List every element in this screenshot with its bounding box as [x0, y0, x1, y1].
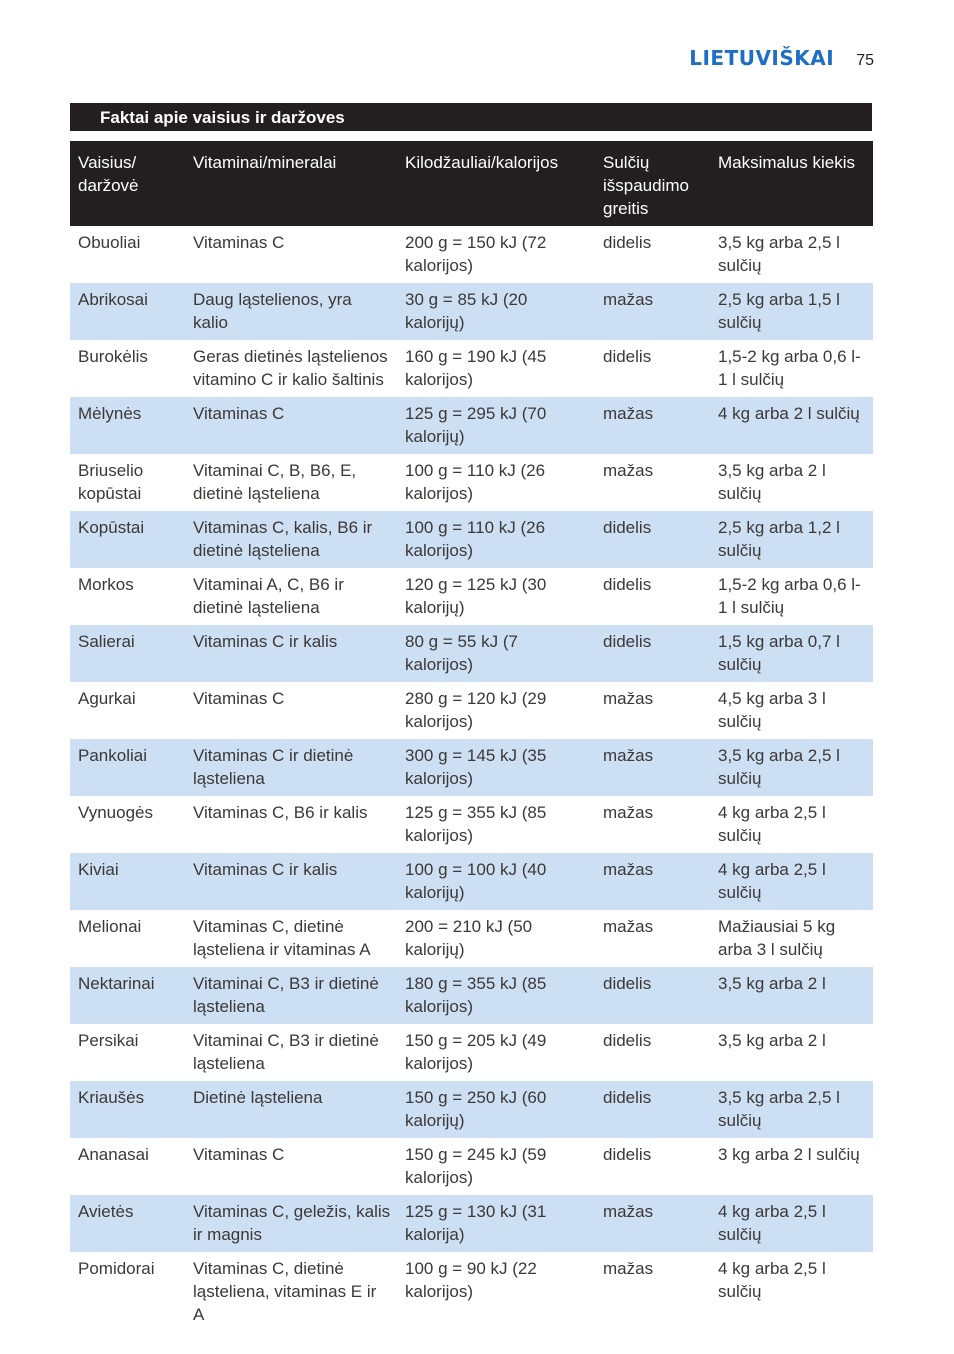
cell-calories: 80 g = 55 kJ (7 kalorijos) [397, 625, 595, 682]
table-row [70, 397, 873, 454]
cell-calories: 100 g = 110 kJ (26 kalorijos) [405, 461, 546, 503]
cell-juicing-speed: didelis [595, 625, 710, 682]
table-row [70, 283, 873, 340]
cell-calories: 300 g = 145 kJ (35 kalorijos) [397, 739, 595, 796]
table-body [70, 226, 873, 1326]
cell-vitamins: Vitaminas C, B6 ir kalis [193, 803, 368, 822]
cell-juicing-speed: didelis [603, 233, 652, 252]
cell-juicing-speed: didelis [603, 1145, 652, 1164]
cell-vitamins: Vitaminas C, kalis, B6 ir dietinė ląsteliena [185, 511, 397, 568]
cell-calories: 125 g = 295 kJ (70 kalorijų) [397, 397, 595, 454]
cell-calories: 125 g = 355 kJ (85 kalorijos) [405, 803, 547, 845]
cell-juicing-speed: mažas [603, 803, 654, 822]
table-row [70, 454, 873, 511]
fruit-vegetable-table [70, 141, 873, 1326]
table-row [70, 1138, 873, 1195]
cell-max-amount: 3,5 kg arba 2,5 l sulčių [710, 739, 873, 796]
table-row [70, 739, 873, 796]
cell-max-amount: 2,5 kg arba 1,5 l sulčių [710, 283, 873, 340]
cell-juicing-speed: didelis [603, 575, 652, 594]
cell-calories: 200 = 210 kJ (50 kalorijų) [405, 917, 533, 959]
cell-vitamins: Vitaminas C, geležis, kalis ir magnis [185, 1195, 397, 1252]
cell-juicing-speed: mažas [603, 689, 654, 708]
table-row [70, 796, 873, 853]
cell-vitamins: Vitaminas C, dietinė ląsteliena ir vitaminas A [193, 917, 371, 959]
page-header [689, 46, 874, 70]
column-header-fruit: Vaisius/ daržovė [70, 141, 185, 226]
cell-juicing-speed: mažas [595, 739, 710, 796]
cell-juicing-speed: didelis [595, 967, 710, 1024]
cell-calories: 125 g = 130 kJ (31 kalorija) [397, 1195, 595, 1252]
cell-fruit: Pankoliai [70, 739, 185, 796]
cell-juicing-speed: mažas [603, 461, 654, 480]
cell-calories: 150 g = 205 kJ (49 kalorijos) [405, 1031, 547, 1073]
cell-max-amount: 3 kg arba 2 l sulčių [718, 1145, 860, 1164]
cell-calories: 100 g = 90 kJ (22 kalorijos) [405, 1259, 537, 1301]
table-row [70, 853, 873, 910]
cell-max-amount: 4 kg arba 2,5 l sulčių [718, 803, 826, 845]
table-row [70, 910, 873, 967]
cell-calories: 150 g = 250 kJ (60 kalorijų) [397, 1081, 595, 1138]
cell-vitamins: Vitaminai C, B, B6, E, dietinė ląsteliena [193, 461, 357, 503]
cell-fruit: Persikai [78, 1031, 139, 1050]
cell-juicing-speed: mažas [603, 917, 654, 936]
cell-juicing-speed: mažas [595, 853, 710, 910]
table-row [70, 1252, 873, 1326]
cell-max-amount: 4 kg arba 2 l sulčių [710, 397, 873, 454]
cell-vitamins: Daug ląstelienos, yra kalio [185, 283, 397, 340]
cell-fruit: Nektarinai [70, 967, 185, 1024]
cell-fruit: Kopūstai [70, 511, 185, 568]
table-row [70, 967, 873, 1024]
cell-juicing-speed: didelis [603, 1031, 652, 1050]
cell-max-amount: 3,5 kg arba 2 l sulčių [718, 461, 826, 503]
column-header-vitamins: Vitaminai/mineralai [185, 141, 397, 226]
cell-calories: 280 g = 120 kJ (29 kalorijos) [405, 689, 547, 731]
cell-fruit: Salierai [70, 625, 185, 682]
cell-max-amount: 1,5-2 kg arba 0,6 l-1 l sulčių [718, 575, 861, 617]
cell-vitamins: Vitaminas C [193, 233, 285, 252]
cell-vitamins: Vitaminai C, B3 ir dietinė ląsteliena [193, 1031, 379, 1073]
cell-vitamins: Vitaminas C, dietinė ląsteliena, vitaminas E ir A [193, 1259, 377, 1324]
cell-max-amount: 4,5 kg arba 3 l sulčių [718, 689, 826, 731]
cell-calories: 150 g = 245 kJ (59 kalorijos) [405, 1145, 547, 1187]
cell-vitamins: Vitaminas C [193, 1145, 285, 1164]
table-row [70, 1195, 873, 1252]
cell-fruit: Kiviai [70, 853, 185, 910]
table-row [70, 226, 873, 283]
cell-vitamins: Vitaminas C ir dietinė ląsteliena [185, 739, 397, 796]
cell-fruit: Avietės [70, 1195, 185, 1252]
cell-fruit: Pomidorai [78, 1259, 155, 1278]
cell-calories: 30 g = 85 kJ (20 kalorijų) [397, 283, 595, 340]
cell-max-amount: Mažiausiai 5 kg arba 3 l sulčių [718, 917, 836, 959]
cell-vitamins: Vitaminai A, C, B6 ir dietinė ląsteliena [193, 575, 344, 617]
cell-max-amount: 4 kg arba 2,5 l sulčių [710, 1195, 873, 1252]
table-row [70, 568, 873, 625]
cell-vitamins: Vitaminas C [193, 689, 285, 708]
cell-vitamins: Dietinė ląsteliena [185, 1081, 397, 1138]
table-row [70, 625, 873, 682]
column-header-max-amount: Maksimalus kiekis [710, 141, 873, 226]
cell-vitamins: Vitaminas C ir kalis [185, 625, 397, 682]
table-row [70, 1081, 873, 1138]
cell-max-amount: 4 kg arba 2,5 l sulčių [718, 1259, 826, 1301]
cell-vitamins: Geras dietinės ląstelienos vitamino C ir kalio šaltinis [193, 347, 388, 389]
column-header-juicing-speed: Sulčių išspaudimo greitis [595, 141, 710, 226]
cell-fruit: Abrikosai [70, 283, 185, 340]
cell-max-amount: 3,5 kg arba 2,5 l sulčių [718, 233, 840, 275]
cell-juicing-speed: didelis [603, 347, 652, 366]
cell-max-amount: 3,5 kg arba 2 l [710, 967, 873, 1024]
cell-juicing-speed: mažas [595, 283, 710, 340]
cell-fruit: Burokėlis [78, 347, 148, 366]
cell-juicing-speed: didelis [595, 511, 710, 568]
cell-max-amount: 3,5 kg arba 2,5 l sulčių [710, 1081, 873, 1138]
language-label: LIETUVIŠKAI [689, 46, 835, 70]
cell-calories: 100 g = 100 kJ (40 kalorijų) [397, 853, 595, 910]
cell-fruit: Melionai [78, 917, 142, 936]
cell-fruit: Kriaušės [70, 1081, 185, 1138]
table-header-row [70, 141, 873, 226]
cell-calories: 200 g = 150 kJ (72 kalorijos) [405, 233, 547, 275]
cell-calories: 180 g = 355 kJ (85 kalorijos) [397, 967, 595, 1024]
cell-vitamins: Vitaminai C, B3 ir dietinė ląsteliena [185, 967, 397, 1024]
cell-juicing-speed: mažas [595, 1195, 710, 1252]
cell-vitamins: Vitaminas C [185, 397, 397, 454]
cell-fruit: Mėlynės [70, 397, 185, 454]
cell-fruit: Vynuogės [78, 803, 153, 822]
cell-fruit: Agurkai [78, 689, 136, 708]
cell-calories: 160 g = 190 kJ (45 kalorijos) [405, 347, 547, 389]
page-number: 75 [856, 52, 874, 69]
cell-juicing-speed: mažas [595, 397, 710, 454]
cell-juicing-speed: didelis [595, 1081, 710, 1138]
cell-vitamins: Vitaminas C ir kalis [185, 853, 397, 910]
cell-calories: 120 g = 125 kJ (30 kalorijų) [405, 575, 547, 617]
cell-fruit: Ananasai [78, 1145, 149, 1164]
cell-max-amount: 2,5 kg arba 1,2 l sulčių [710, 511, 873, 568]
cell-fruit: Briuselio kopūstai [78, 461, 144, 503]
cell-fruit: Obuoliai [78, 233, 141, 252]
cell-max-amount: 4 kg arba 2,5 l sulčių [710, 853, 873, 910]
table-row [70, 340, 873, 397]
cell-max-amount: 1,5-2 kg arba 0,6 l-1 l sulčių [718, 347, 861, 389]
section-title: Faktai apie vaisius ir daržoves [70, 103, 872, 131]
column-header-calories: Kilodžauliai/kalorijos [397, 141, 595, 226]
cell-max-amount: 3,5 kg arba 2 l [718, 1031, 826, 1050]
table-row [70, 682, 873, 739]
table-row [70, 511, 873, 568]
cell-max-amount: 1,5 kg arba 0,7 l sulčių [710, 625, 873, 682]
table-row [70, 1024, 873, 1081]
cell-fruit: Morkos [78, 575, 134, 594]
cell-juicing-speed: mažas [603, 1259, 654, 1278]
cell-calories: 100 g = 110 kJ (26 kalorijos) [397, 511, 595, 568]
